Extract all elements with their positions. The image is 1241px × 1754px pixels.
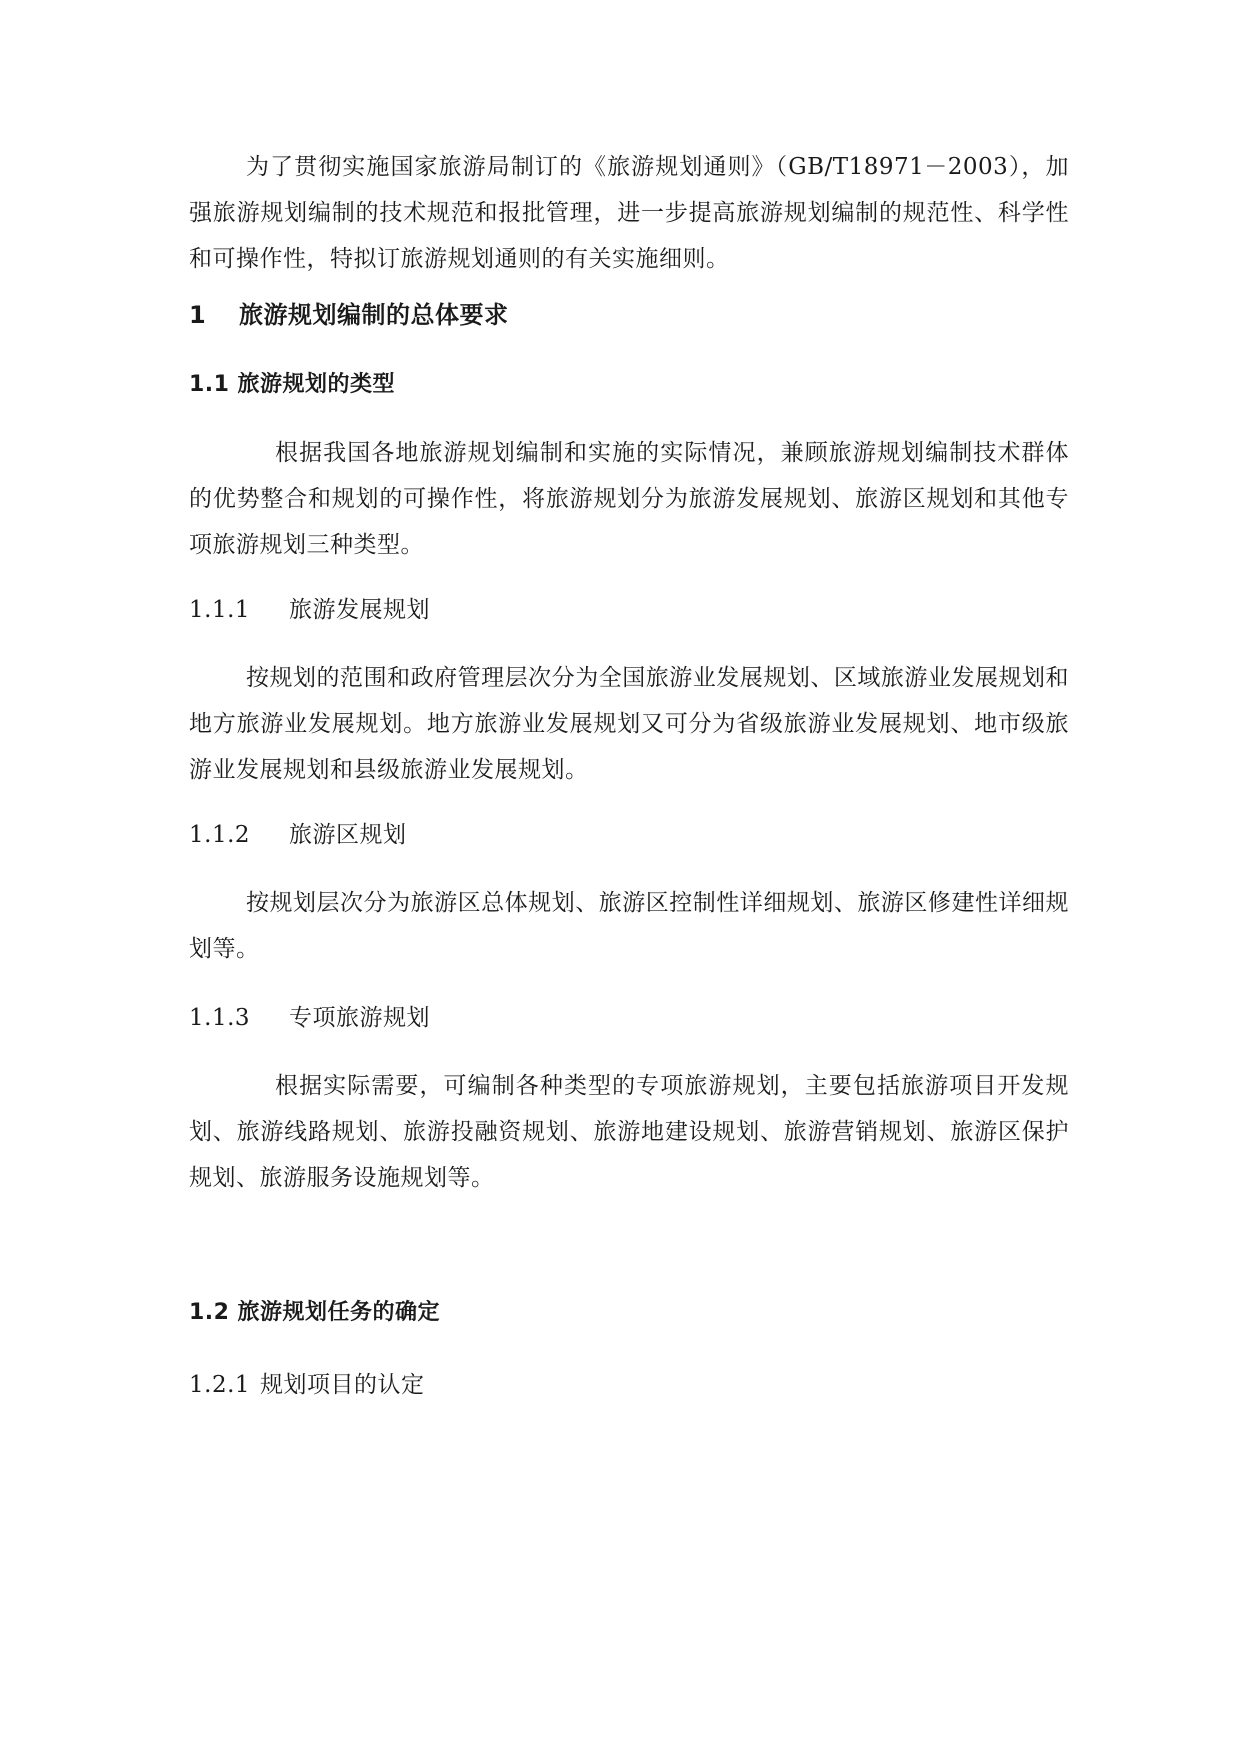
section-number: 1.2	[189, 1300, 230, 1325]
section-1-1-2-paragraph: 按规划层次分为旅游区总体规划、旅游区控制性详细规划、旅游区修建性详细规划等。	[189, 890, 1069, 962]
section-number: 1.1.3	[189, 1005, 251, 1031]
section-title: 旅游发展规划	[289, 597, 430, 623]
section-1-1-heading	[189, 370, 1069, 400]
section-1-1-3-paragraph: 根据实际需要，可编制各种类型的专项旅游规划，主要包括旅游项目开发规划、旅游线路规划、旅游投融资规划、旅游地建设规划、旅游营销规划、旅游区保护规划、旅游服务设施规划等。	[189, 1073, 1069, 1191]
section-title: 专项旅游规划	[289, 1005, 430, 1031]
section-number: 1.1.2	[189, 822, 251, 848]
section-title: 旅游规划编制的总体要求	[239, 301, 509, 329]
section-1-1-3-heading	[189, 1003, 1069, 1033]
section-number: 1.2.1	[189, 1372, 251, 1398]
section-1-heading	[189, 300, 1069, 330]
section-number: 1	[189, 301, 207, 329]
section-1-2-1-heading	[189, 1370, 1069, 1400]
section-title: 规划项目的认定	[260, 1372, 425, 1398]
section-title: 旅游区规划	[289, 822, 407, 848]
intro-paragraph: 为了贯彻实施国家旅游局制订的《旅游规划通则》（GB/T18971－2003），加强旅游规划编制的技术规范和报批管理，进一步提高旅游规划编制的规范性、科学性和可操作性，特拟订旅游规划通则的有关实施细则。	[189, 154, 1069, 272]
section-1-1-2-heading	[189, 820, 1069, 850]
section-title: 旅游规划任务的确定	[237, 1300, 440, 1325]
section-1-1-1-paragraph: 按规划的范围和政府管理层次分为全国旅游业发展规划、区域旅游业发展规划和地方旅游业发展规划。地方旅游业发展规划又可分为省级旅游业发展规划、地市级旅游业发展规划和县级旅游业发展规划。	[189, 665, 1069, 783]
section-1-1-paragraph: 根据我国各地旅游规划编制和实施的实际情况，兼顾旅游规划编制技术群体的优势整合和规划的可操作性，将旅游规划分为旅游发展规划、旅游区规划和其他专项旅游规划三种类型。	[189, 440, 1069, 558]
section-title: 旅游规划的类型	[237, 372, 395, 397]
section-number: 1.1.1	[189, 597, 251, 623]
section-number: 1.1	[189, 372, 230, 397]
section-1-1-1-heading	[189, 595, 1069, 625]
section-1-2-heading	[189, 1298, 1069, 1328]
